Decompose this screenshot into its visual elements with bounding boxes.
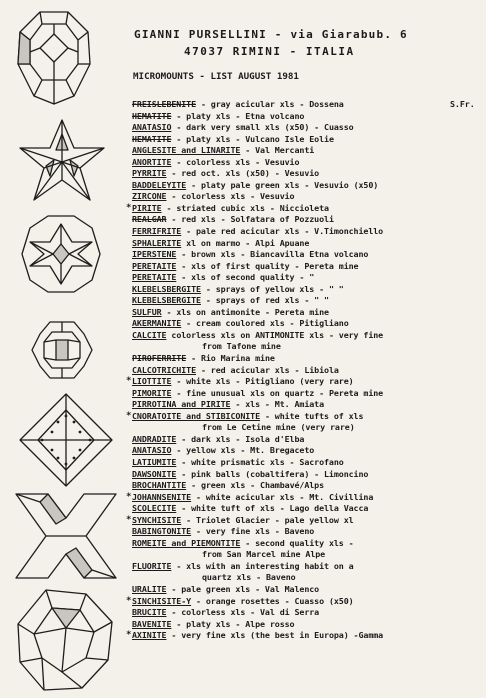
list-item: [126, 202, 480, 215]
mineral-description: - xls with an interesting habit on a: [171, 560, 354, 571]
mineral-description: - platy xls - Alpe rosso: [171, 618, 295, 629]
entry-note: S.Fr.: [450, 99, 475, 109]
mineral-name: SINCHISITE-Y: [132, 595, 192, 606]
mineral-description: - striated cubic xls - Niccioleta: [161, 202, 329, 213]
crystal-drawing-star-twin: [18, 118, 106, 204]
mineral-name: BAVENITE: [132, 618, 172, 629]
mineral-name: SYNCHISITE: [132, 514, 182, 525]
asterisk-mark: *: [126, 595, 132, 606]
list-item: [132, 480, 480, 492]
mineral-description: - white xls - Pitigliano (very rare): [171, 376, 354, 387]
list-item: [132, 469, 480, 481]
list-item: [132, 445, 480, 457]
mineral-name: JOHANNSENITE: [132, 491, 192, 502]
mineral-name: IPERSTENE: [132, 249, 177, 260]
list-item: [132, 180, 480, 192]
mineral-description: - very fine xls (the best in Europa) -Gamma: [166, 630, 384, 641]
list-item: [132, 365, 480, 377]
mineral-name: CALCITE: [132, 329, 167, 340]
mineral-name: BROCHANTITE: [132, 480, 187, 491]
mineral-description: - sprays of yellow xls - " ": [200, 283, 344, 294]
dealer-city: 47037 RIMINI - ITALIA: [184, 45, 355, 58]
list-item: [126, 595, 480, 608]
mineral-description: - pale green xls - Val Malenco: [166, 583, 320, 594]
mineral-description: - white tuft of xls - Lago della Vacca: [176, 503, 369, 514]
list-item: [132, 549, 480, 561]
mineral-name: ZIRCONE: [132, 191, 167, 202]
list-item: [132, 584, 480, 596]
mineral-description: - fine unusual xls on quartz - Pereta mine: [171, 387, 384, 398]
crystal-drawing-x-twin: [14, 492, 118, 580]
list-item: [132, 399, 480, 411]
list-item: [132, 272, 480, 284]
mineral-name: PIRITE: [132, 202, 162, 213]
mineral-description: - very fine xls - Baveno: [191, 526, 315, 537]
asterisk-mark: *: [126, 202, 132, 213]
list-item: [132, 388, 480, 400]
list-item: [132, 538, 480, 550]
mineral-description: - Rio Marina mine: [186, 353, 275, 364]
list-item: [132, 330, 480, 342]
mineral-description: - platy pale green xls - Vesuvio (x50): [186, 179, 379, 190]
mineral-name: FERRIFRITE: [132, 226, 182, 237]
mineral-description: - red xls - Solfatara of Pozzuoli: [166, 214, 334, 225]
mineral-description: - yellow xls - Mt. Bregaceto: [171, 445, 315, 456]
mineral-description: - green xls - Chambavé/Alps: [186, 480, 325, 491]
mineral-name: AKERMANITE: [132, 318, 182, 329]
mineral-description: - colorless xls - Val di Serra: [166, 607, 320, 618]
mineral-description: - xls - Mt. Amiata: [230, 399, 325, 410]
list-item: [132, 191, 480, 203]
asterisk-mark: *: [126, 514, 132, 525]
mineral-description: from Tafone mine: [202, 341, 281, 352]
list-item: [132, 122, 480, 134]
mineral-list: [126, 99, 480, 642]
list-item: [126, 630, 480, 642]
mineral-description: - xls of first quality - Pereta mine: [176, 260, 359, 271]
list-item: [132, 503, 480, 515]
mineral-name: SPHALERITE: [132, 237, 182, 248]
mineral-description: - red oct. xls (x50) - Vesuvio: [166, 168, 320, 179]
mineral-description: - platy xls - Vulcano Isle Eolie: [171, 133, 334, 144]
mineral-description: - brown xls - Biancavilla Etna volcano: [176, 249, 369, 260]
list-item: [132, 226, 480, 238]
list-item: [132, 561, 480, 573]
mineral-description: - Triolet Glacier - pale yellow xl: [181, 514, 354, 525]
mineral-description: - white tufts of xls: [260, 410, 364, 421]
list-item: [132, 422, 480, 434]
mineral-name: PIROFERRITE: [132, 353, 187, 364]
list-item: [132, 619, 480, 631]
mineral-description: xl on marmo - Alpi Apuane: [181, 237, 310, 248]
mineral-name: DAWSONITE: [132, 468, 177, 479]
asterisk-mark: *: [126, 376, 132, 387]
crystal-drawing-polyhedron: [16, 10, 92, 106]
list-item: [132, 434, 480, 446]
list-item: [132, 99, 480, 111]
mineral-name: ANORTITE: [132, 156, 172, 167]
list-item: [132, 214, 480, 226]
mineral-name: HEMATITE: [132, 133, 172, 144]
mineral-name: SCOLECITE: [132, 503, 177, 514]
mineral-description: - dark xls - Isola d'Elba: [176, 433, 305, 444]
list-item: [132, 341, 480, 353]
list-item: [126, 376, 480, 388]
asterisk-mark: *: [126, 410, 132, 421]
mineral-description: - colorless xls - Vesuvio: [171, 156, 300, 167]
asterisk-mark: *: [126, 630, 132, 641]
mineral-description: - xls of second quality - ": [176, 272, 315, 283]
mineral-name: KLEBELSBERGITE: [132, 283, 201, 294]
mineral-name: BABINGTONITE: [132, 526, 192, 537]
list-item: [132, 168, 480, 180]
mineral-description: - colorless xls - Vesuvio: [166, 191, 295, 202]
mineral-name: PIRROTINA and PIRITE: [132, 399, 231, 410]
mineral-description: - orange rosettes - Cuasso (x50): [191, 595, 354, 606]
mineral-name: SULFUR: [132, 306, 162, 317]
list-item: [132, 526, 480, 538]
list-item: [132, 284, 480, 296]
mineral-name: PERETAITE: [132, 272, 177, 283]
mineral-name: REALGAR: [132, 214, 167, 225]
letterhead: [134, 28, 474, 58]
mineral-description: - xls on antimonite - Pereta mine: [161, 306, 329, 317]
mineral-name: KLEBELSBERGITE: [132, 295, 201, 306]
mineral-name: ROMEITE and PIEMONTITE: [132, 537, 241, 548]
mineral-description: - second quality xls -: [240, 537, 354, 548]
mineral-name: FREISLEBENITE: [132, 99, 197, 109]
mineral-description: - white prismatic xls - Sacrofano: [176, 456, 344, 467]
mineral-description: - pale red acicular xls - V.Timonchiello: [181, 226, 384, 237]
mineral-description: - Val Mercanti: [240, 145, 315, 156]
mineral-name: AXINITE: [132, 630, 167, 641]
mineral-description: - cream coulored xls - Pitigliano: [181, 318, 349, 329]
mineral-name: PYRRITE: [132, 168, 167, 179]
list-item: [132, 307, 480, 319]
list-item: [132, 157, 480, 169]
list-item: [132, 318, 480, 330]
mineral-name: HEMATITE: [132, 110, 172, 121]
mineral-description: - gray acicular xls - Dossena: [196, 99, 344, 109]
crystal-drawing-octahedron: [18, 392, 114, 488]
dealer-name-address: GIANNI PURSELLINI - via Giarabub. 6: [134, 28, 408, 41]
mineral-name: FLUORITE: [132, 560, 172, 571]
crystal-drawings-column: [0, 0, 122, 698]
mineral-name: PIMORITE: [132, 387, 172, 398]
mineral-name: CALCOTRICHITE: [132, 364, 197, 375]
mineral-name: ANGLESITE and LINARITE: [132, 145, 241, 156]
mineral-name: LIOTTITE: [132, 376, 172, 387]
list-item: [126, 410, 480, 423]
list-item: [126, 491, 480, 504]
mineral-name: ANATASIO: [132, 122, 172, 133]
list-item: [132, 457, 480, 469]
mineral-name: BRUCITE: [132, 607, 167, 618]
mineral-description: from San Marcel mine Alpe: [202, 549, 326, 560]
mineral-name: ANDRADITE: [132, 433, 177, 444]
mineral-description: - platy xls - Etna volcano: [171, 110, 305, 121]
crystal-drawing-rhombohedron: [16, 588, 114, 692]
list-title: MICROMOUNTS - LIST AUGUST 1981: [133, 71, 299, 82]
list-item: [132, 607, 480, 619]
list-item: [132, 295, 480, 307]
crystal-drawing-cluster: [30, 320, 94, 380]
mineral-name: LATIUMITE: [132, 456, 177, 467]
list-item: [132, 145, 480, 157]
list-item: [132, 238, 480, 250]
mineral-description: - pink balls (cobaltifera) - Limoncino: [176, 468, 369, 479]
mineral-name: URALITE: [132, 583, 167, 594]
mineral-description: - red acicular xls - Libiola: [196, 364, 339, 375]
mineral-description: - sprays of red xls - " ": [200, 295, 329, 306]
mineral-description: - dark very small xls (x50) - Cuasso: [171, 122, 354, 133]
mineral-description: from Le Cetine mine (very rare): [202, 422, 355, 433]
list-item: [132, 353, 480, 365]
crystal-drawing-hexagonal: [20, 214, 102, 294]
list-item: [132, 111, 480, 123]
mineral-description: - white acicular xls - Mt. Civillina: [191, 491, 374, 502]
list-item: [132, 572, 480, 584]
list-item: [132, 249, 480, 261]
list-item: [132, 134, 480, 146]
list-item: [126, 514, 480, 527]
mineral-name: CNORATOITE and STIBICONITE: [132, 410, 261, 421]
asterisk-mark: *: [126, 491, 132, 502]
mineral-description: quartz xls - Baveno: [202, 572, 296, 583]
mineral-name: PERETAITE: [132, 260, 177, 271]
mineral-description: colorless xls on ANTIMONITE xls - very fine: [166, 329, 384, 340]
mineral-name: ANATASIO: [132, 445, 172, 456]
mineral-name: BADDELEYITE: [132, 179, 187, 190]
list-item: [132, 261, 480, 273]
